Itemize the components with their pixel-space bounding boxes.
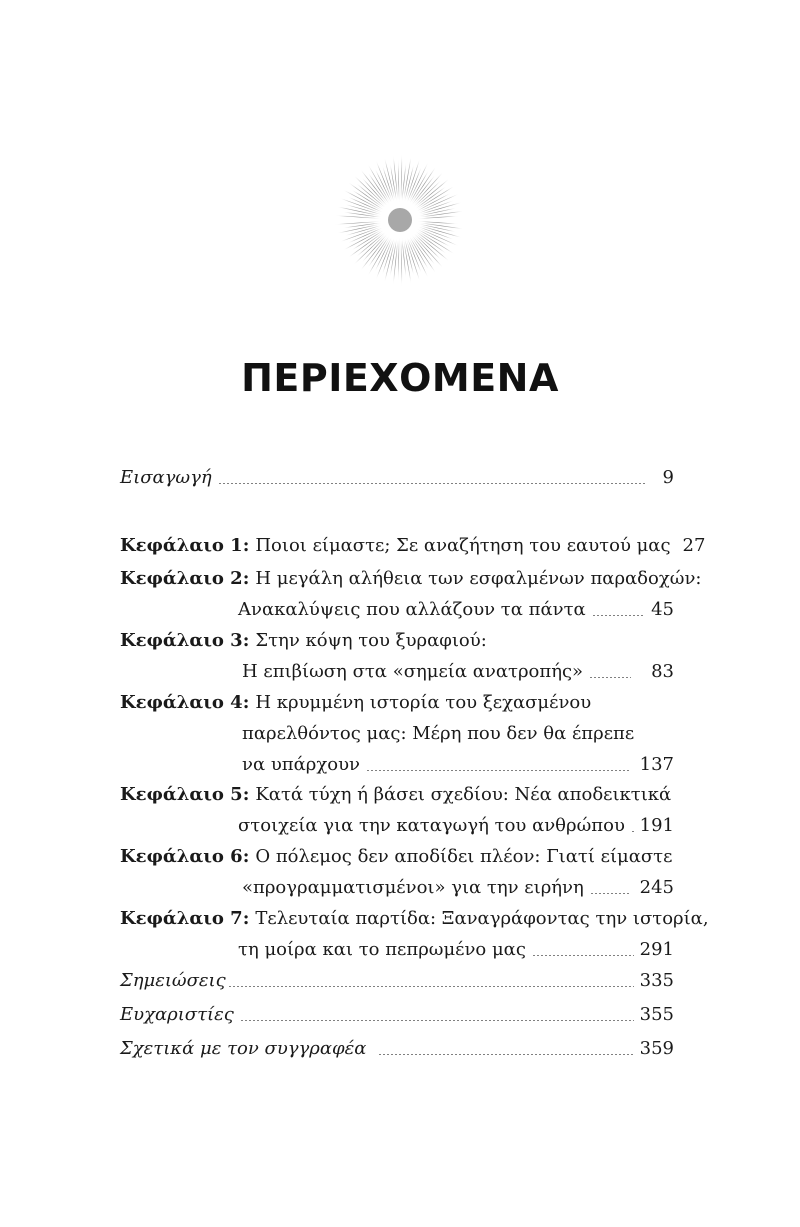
chapter-label: Κεφάλαιο 3:	[120, 630, 250, 651]
sunburst-ray	[346, 226, 390, 254]
chapter-title-continued: Η επιβίωση στα «σημεία ανατροπής»	[242, 661, 584, 682]
toc-entry-acknowledgements[interactable]	[120, 999, 674, 1030]
toc-entry-chapter-5[interactable]	[120, 779, 674, 841]
toc-entry-chapter-6[interactable]	[120, 841, 674, 903]
toc-page-number: 245	[639, 877, 674, 898]
sunburst-ray	[402, 149, 412, 208]
toc-entry-title: Εισαγωγή	[120, 467, 212, 488]
sunburst-ray	[356, 163, 393, 210]
sunburst-ray	[346, 186, 390, 214]
sunburst-icon	[325, 145, 475, 295]
sunburst-ray	[356, 229, 393, 276]
toc-page-number: 291	[639, 939, 674, 960]
chapter-title: Ο πόλεμος δεν αποδίδει πλέον: Γιατί είμαστε	[255, 846, 673, 867]
sunburst-ray	[357, 172, 392, 211]
chapter-title: Η κρυμμένη ιστορία του ξεχασμένου	[255, 692, 592, 713]
chapter-title-continued: Ανακαλύψεις που αλλάζουν τα πάντα	[238, 599, 586, 620]
chapter-label: Κεφάλαιο 6:	[120, 846, 250, 867]
chapter-title-continued: «προγραμματισμένοι» για την ειρήνη	[242, 877, 584, 898]
toc-entry-title: Ευχαριστίες	[120, 1004, 234, 1025]
dot-leader	[589, 677, 631, 678]
chapter-title-continued: στοιχεία για την καταγωγή του ανθρώπου	[238, 815, 625, 836]
toc-entry-chapter-7[interactable]	[120, 903, 709, 965]
chapter-title: Η μεγάλη αλήθεια των εσφαλμένων παραδοχών:	[255, 568, 702, 589]
toc-page-number: 359	[639, 1038, 674, 1059]
sunburst-ray	[364, 230, 394, 282]
sunburst-ray	[338, 223, 388, 237]
toc-page-number: 45	[651, 599, 674, 620]
toc-entry-title: Σημειώσεις	[120, 970, 226, 991]
dot-leader	[366, 770, 630, 771]
sunburst-ray	[409, 228, 446, 264]
sunburst-ray	[357, 229, 392, 268]
toc-entry-chapter-1[interactable]	[120, 530, 706, 561]
sunburst-ray	[402, 232, 412, 291]
chapter-label: Κεφάλαιο 4:	[120, 692, 250, 713]
toc-page-number: 137	[639, 754, 674, 775]
dot-leader	[378, 1054, 633, 1055]
chapter-title-continued: παρελθόντος μας: Μέρη που δεν θα έπρεπε	[242, 723, 635, 744]
sunburst-ray	[406, 165, 432, 210]
toc-entry-about-author[interactable]	[120, 1033, 674, 1064]
dot-leader	[590, 893, 630, 894]
toc-page-number: 355	[639, 1004, 674, 1025]
dot-leader	[218, 483, 646, 484]
dot-leader	[532, 955, 634, 956]
toc-entry-intro[interactable]	[120, 462, 674, 493]
sunburst-ray	[336, 226, 389, 254]
dot-leader	[240, 1020, 634, 1021]
chapter-label: Κεφάλαιο 2:	[120, 568, 250, 589]
sunburst-ray	[348, 228, 391, 270]
sunburst-ray	[364, 158, 394, 210]
chapter-label: Κεφάλαιο 5:	[120, 784, 250, 805]
sunburst-ray	[336, 186, 389, 214]
toc-entry-chapter-4[interactable]	[120, 687, 674, 780]
toc-entry-title: Σχετικά με τον συγγραφέα	[120, 1038, 367, 1059]
dot-leader	[228, 986, 634, 987]
toc-page-number: 9	[662, 467, 674, 488]
chapter-title: Κατά τύχη ή βάσει σχεδίου: Νέα αποδεικτικά	[255, 784, 672, 805]
toc-entry-notes[interactable]	[120, 965, 674, 996]
toc-page-number: 335	[639, 970, 674, 991]
chapter-title-continued: να υπάρχουν	[242, 754, 360, 775]
chapter-title-continued: τη μοίρα και το πεπρωμένο μας	[238, 939, 526, 960]
sunburst-ray	[409, 176, 446, 212]
sunburst-ray	[406, 230, 432, 275]
dot-leader	[631, 831, 634, 832]
toc-page-number: 27	[682, 535, 706, 556]
toc-page-number: 191	[639, 815, 674, 836]
chapter-title: Ποιοι είμαστε; Σε αναζήτηση του εαυτού μας	[255, 535, 671, 556]
toc-entry-chapter-2[interactable]	[120, 563, 702, 625]
sunburst-ray	[411, 225, 466, 249]
page-title: ΠΕΡΙΕΧΟΜΕΝΑ	[241, 356, 559, 400]
toc-page-number: 83	[651, 661, 674, 682]
chapter-title: Στην κόψη του ξυραφιού:	[255, 630, 487, 651]
sunburst-ray	[411, 191, 466, 215]
dot-leader	[592, 615, 645, 616]
chapter-title: Τελευταία παρτίδα: Ξαναγράφοντας την ιστορία,	[255, 908, 709, 929]
sunburst-ray	[338, 202, 388, 216]
chapter-label: Κεφάλαιο 7:	[120, 908, 250, 929]
sunburst-ray	[348, 170, 391, 212]
chapter-label: Κεφάλαιο 1:	[120, 535, 250, 556]
toc-entry-chapter-3[interactable]	[120, 625, 674, 687]
